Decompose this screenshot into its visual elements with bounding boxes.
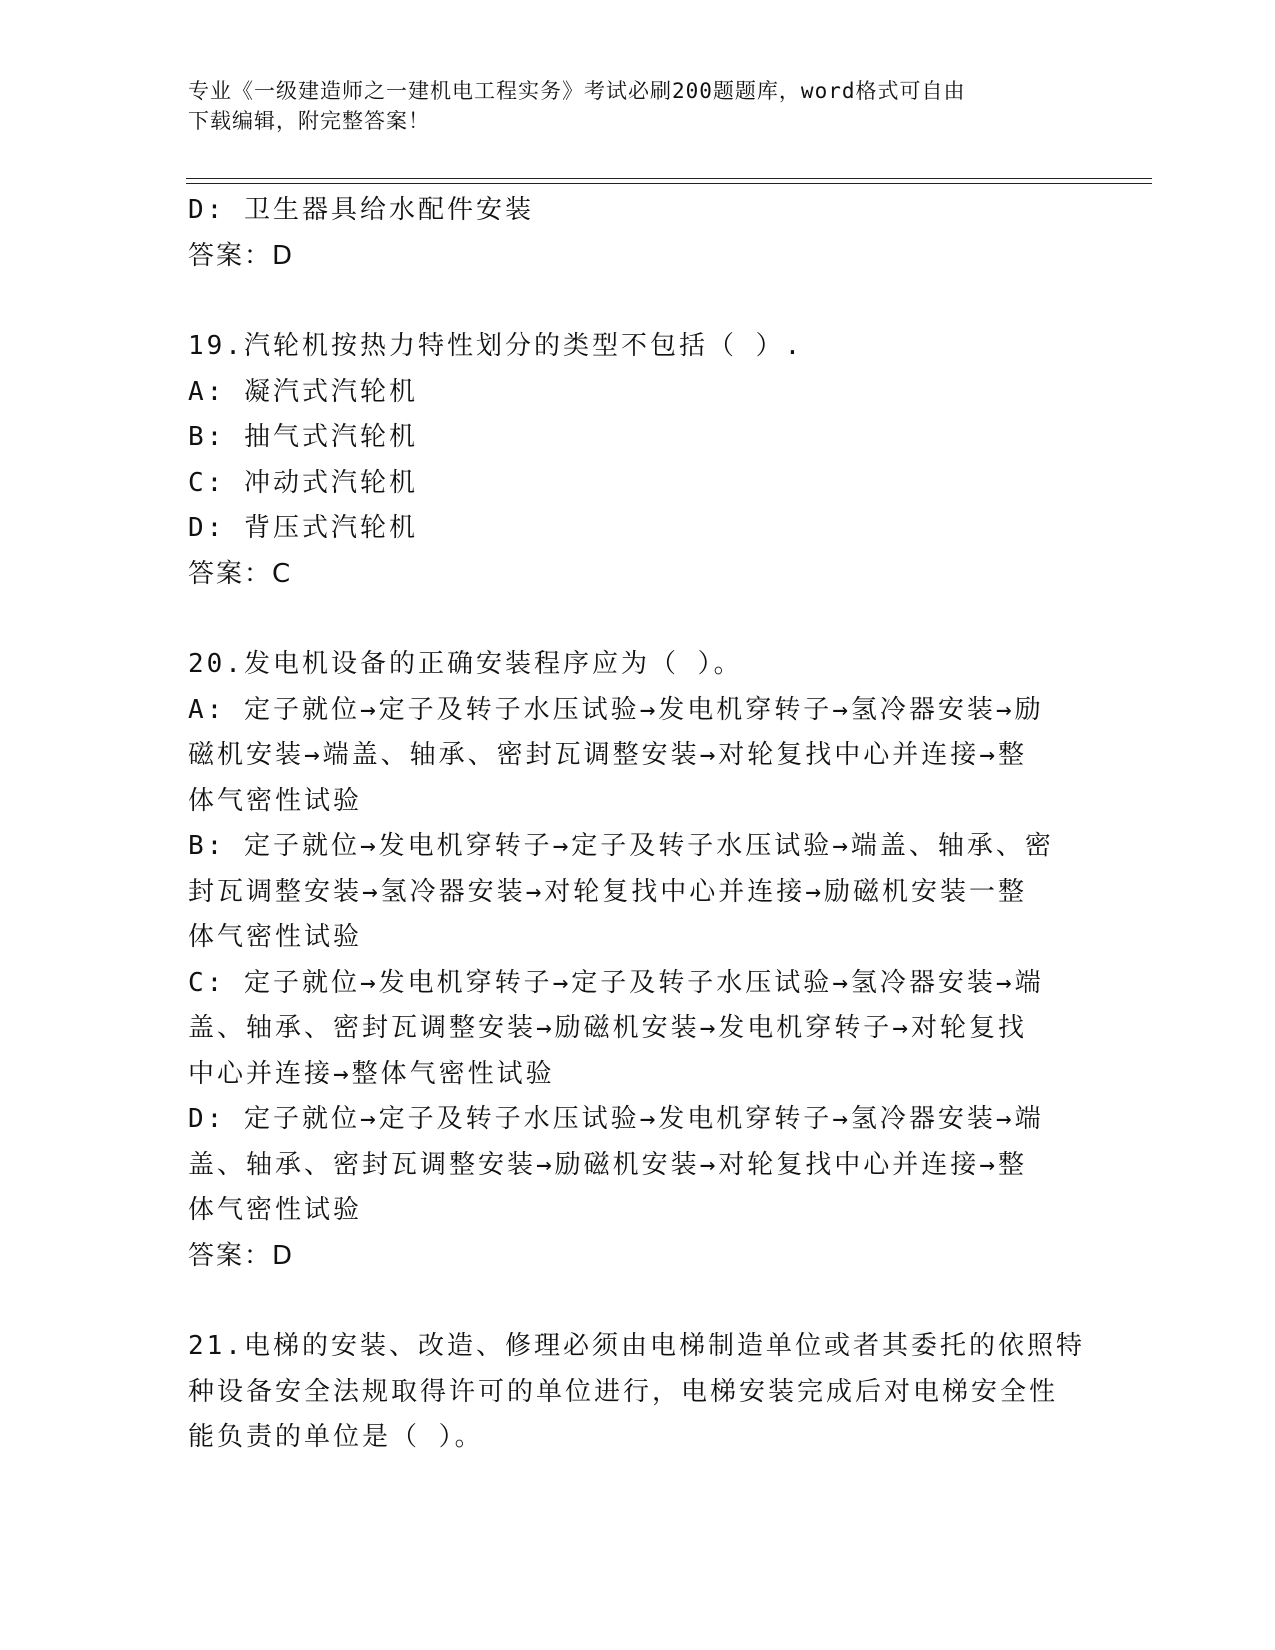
question-20 <box>188 642 1088 1279</box>
option-a: A: 凝汽式汽轮机 <box>188 376 418 407</box>
spacer <box>188 597 1088 642</box>
spacer <box>188 279 1088 324</box>
question-stem: 21.电梯的安装、改造、修理必须由电梯制造单位或者其委托的依照特 <box>188 1331 1085 1361</box>
question-stem: 20.发电机设备的正确安装程序应为（ ）。 <box>188 649 743 679</box>
spacer <box>188 1279 1088 1324</box>
option-b: 体气密性试验 <box>188 922 363 952</box>
option-c: C: 冲动式汽轮机 <box>188 467 418 498</box>
option-b: 封瓦调整安装→氢冷器安装→对轮复找中心并连接→励磁机安装一整 <box>188 876 1027 907</box>
question-stem: 种设备安全法规取得许可的单位进行，电梯安装完成后对电梯安全性 <box>188 1376 1059 1407</box>
option-a: 体气密性试验 <box>188 785 363 816</box>
option-d: D: 背压式汽轮机 <box>188 513 418 543</box>
answer: 答案：D <box>188 240 295 271</box>
header-divider <box>186 178 1152 179</box>
option-b: B: 抽气式汽轮机 <box>188 422 418 452</box>
question-stem: 19.汽轮机按热力特性划分的类型不包括（ ）. <box>188 331 804 361</box>
page-header <box>188 76 1068 136</box>
option-d: D: 卫生器具给水配件安装 <box>188 195 534 225</box>
question-content <box>188 188 1088 1461</box>
header-divider <box>186 183 1152 184</box>
option-c: 中心并连接→整体气密性试验 <box>188 1058 555 1089</box>
option-d: 盖、轴承、密封瓦调整安装→励磁机安装→对轮复找中心并连接→整 <box>188 1149 1027 1180</box>
question-19 <box>188 324 1088 597</box>
option-b: B: 定子就位→发电机穿转子→定子及转子水压试验→端盖、轴承、密 <box>188 831 1054 861</box>
option-a: A: 定子就位→定子及转子水压试验→发电机穿转子→氢冷器安装→励 <box>188 694 1044 725</box>
option-c: C: 定子就位→发电机穿转子→定子及转子水压试验→氢冷器安装→端 <box>188 967 1044 998</box>
option-d: 体气密性试验 <box>188 1195 363 1225</box>
option-d: D: 定子就位→定子及转子水压试验→发电机穿转子→氢冷器安装→端 <box>188 1104 1044 1134</box>
header-line: 下载编辑，附完整答案！ <box>188 109 430 133</box>
option-a: 磁机安装→端盖、轴承、密封瓦调整安装→对轮复找中心并连接→整 <box>188 740 1027 770</box>
question-21 <box>188 1324 1088 1461</box>
option-c: 盖、轴承、密封瓦调整安装→励磁机安装→发电机穿转子→对轮复找 <box>188 1013 1027 1043</box>
question-stem: 能负责的单位是（ ）。 <box>188 1422 484 1452</box>
header-line: 专业《一级建造师之一建机电工程实务》考试必刷200题题库，word格式可自由 <box>188 79 966 103</box>
answer: 答案：D <box>188 1240 295 1271</box>
answer: 答案：C <box>188 558 293 589</box>
